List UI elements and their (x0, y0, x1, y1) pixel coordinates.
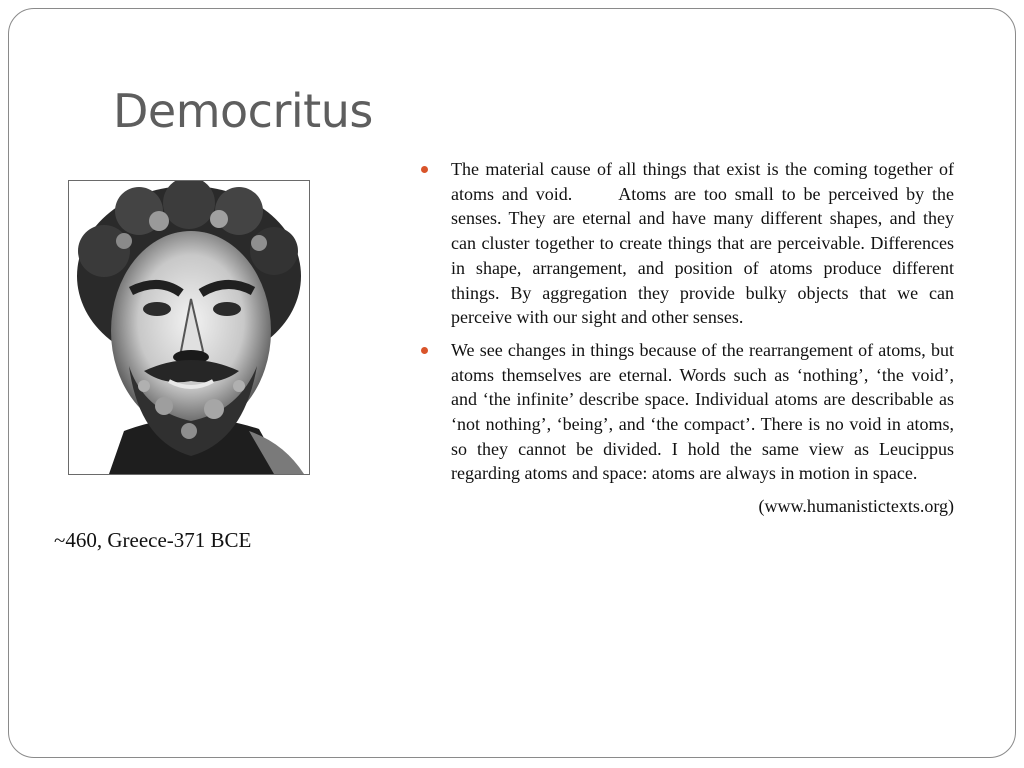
bullet-item-changes (420, 338, 954, 486)
bullet-list (420, 157, 954, 519)
source-citation: (www.humanistictexts.org) (758, 496, 954, 517)
bullet-dot-icon (421, 347, 428, 354)
slide-title: Democritus (113, 84, 373, 138)
bullet-text-part1: The material cause of all things that exist is the coming together of atoms and void. (451, 159, 954, 204)
date-caption: ~460, Greece-371 BCE (54, 528, 252, 552)
bust-illustration (69, 181, 309, 474)
bullet-text: We see changes in things because of the rearrangement of atoms, but atoms themselves are eternal. Words such as ‘nothing’, ‘the void’, and ‘the infinite’ describe space. Individual atoms are describable as ‘not nothing’, ‘being’, and ‘the compact’. There is no void in atoms, so they cannot be divided. I hold the same view as Leucippus regarding atoms and space: atoms are always in motion in space. (451, 339, 954, 484)
bullet-item-atoms-and-void (420, 157, 954, 330)
democritus-bust-image (68, 180, 310, 475)
bullet-text-part2: Atoms are too small to be perceived by the senses. They are eternal and have many different shapes, and they can cluster together to create things that are perceivable. Differences in shape, arrangement, and position of atoms produce different things. By aggregation they provide bulky objects that we can perceive with our sight and other senses. (451, 183, 954, 328)
bullet-dot-icon (421, 166, 428, 173)
